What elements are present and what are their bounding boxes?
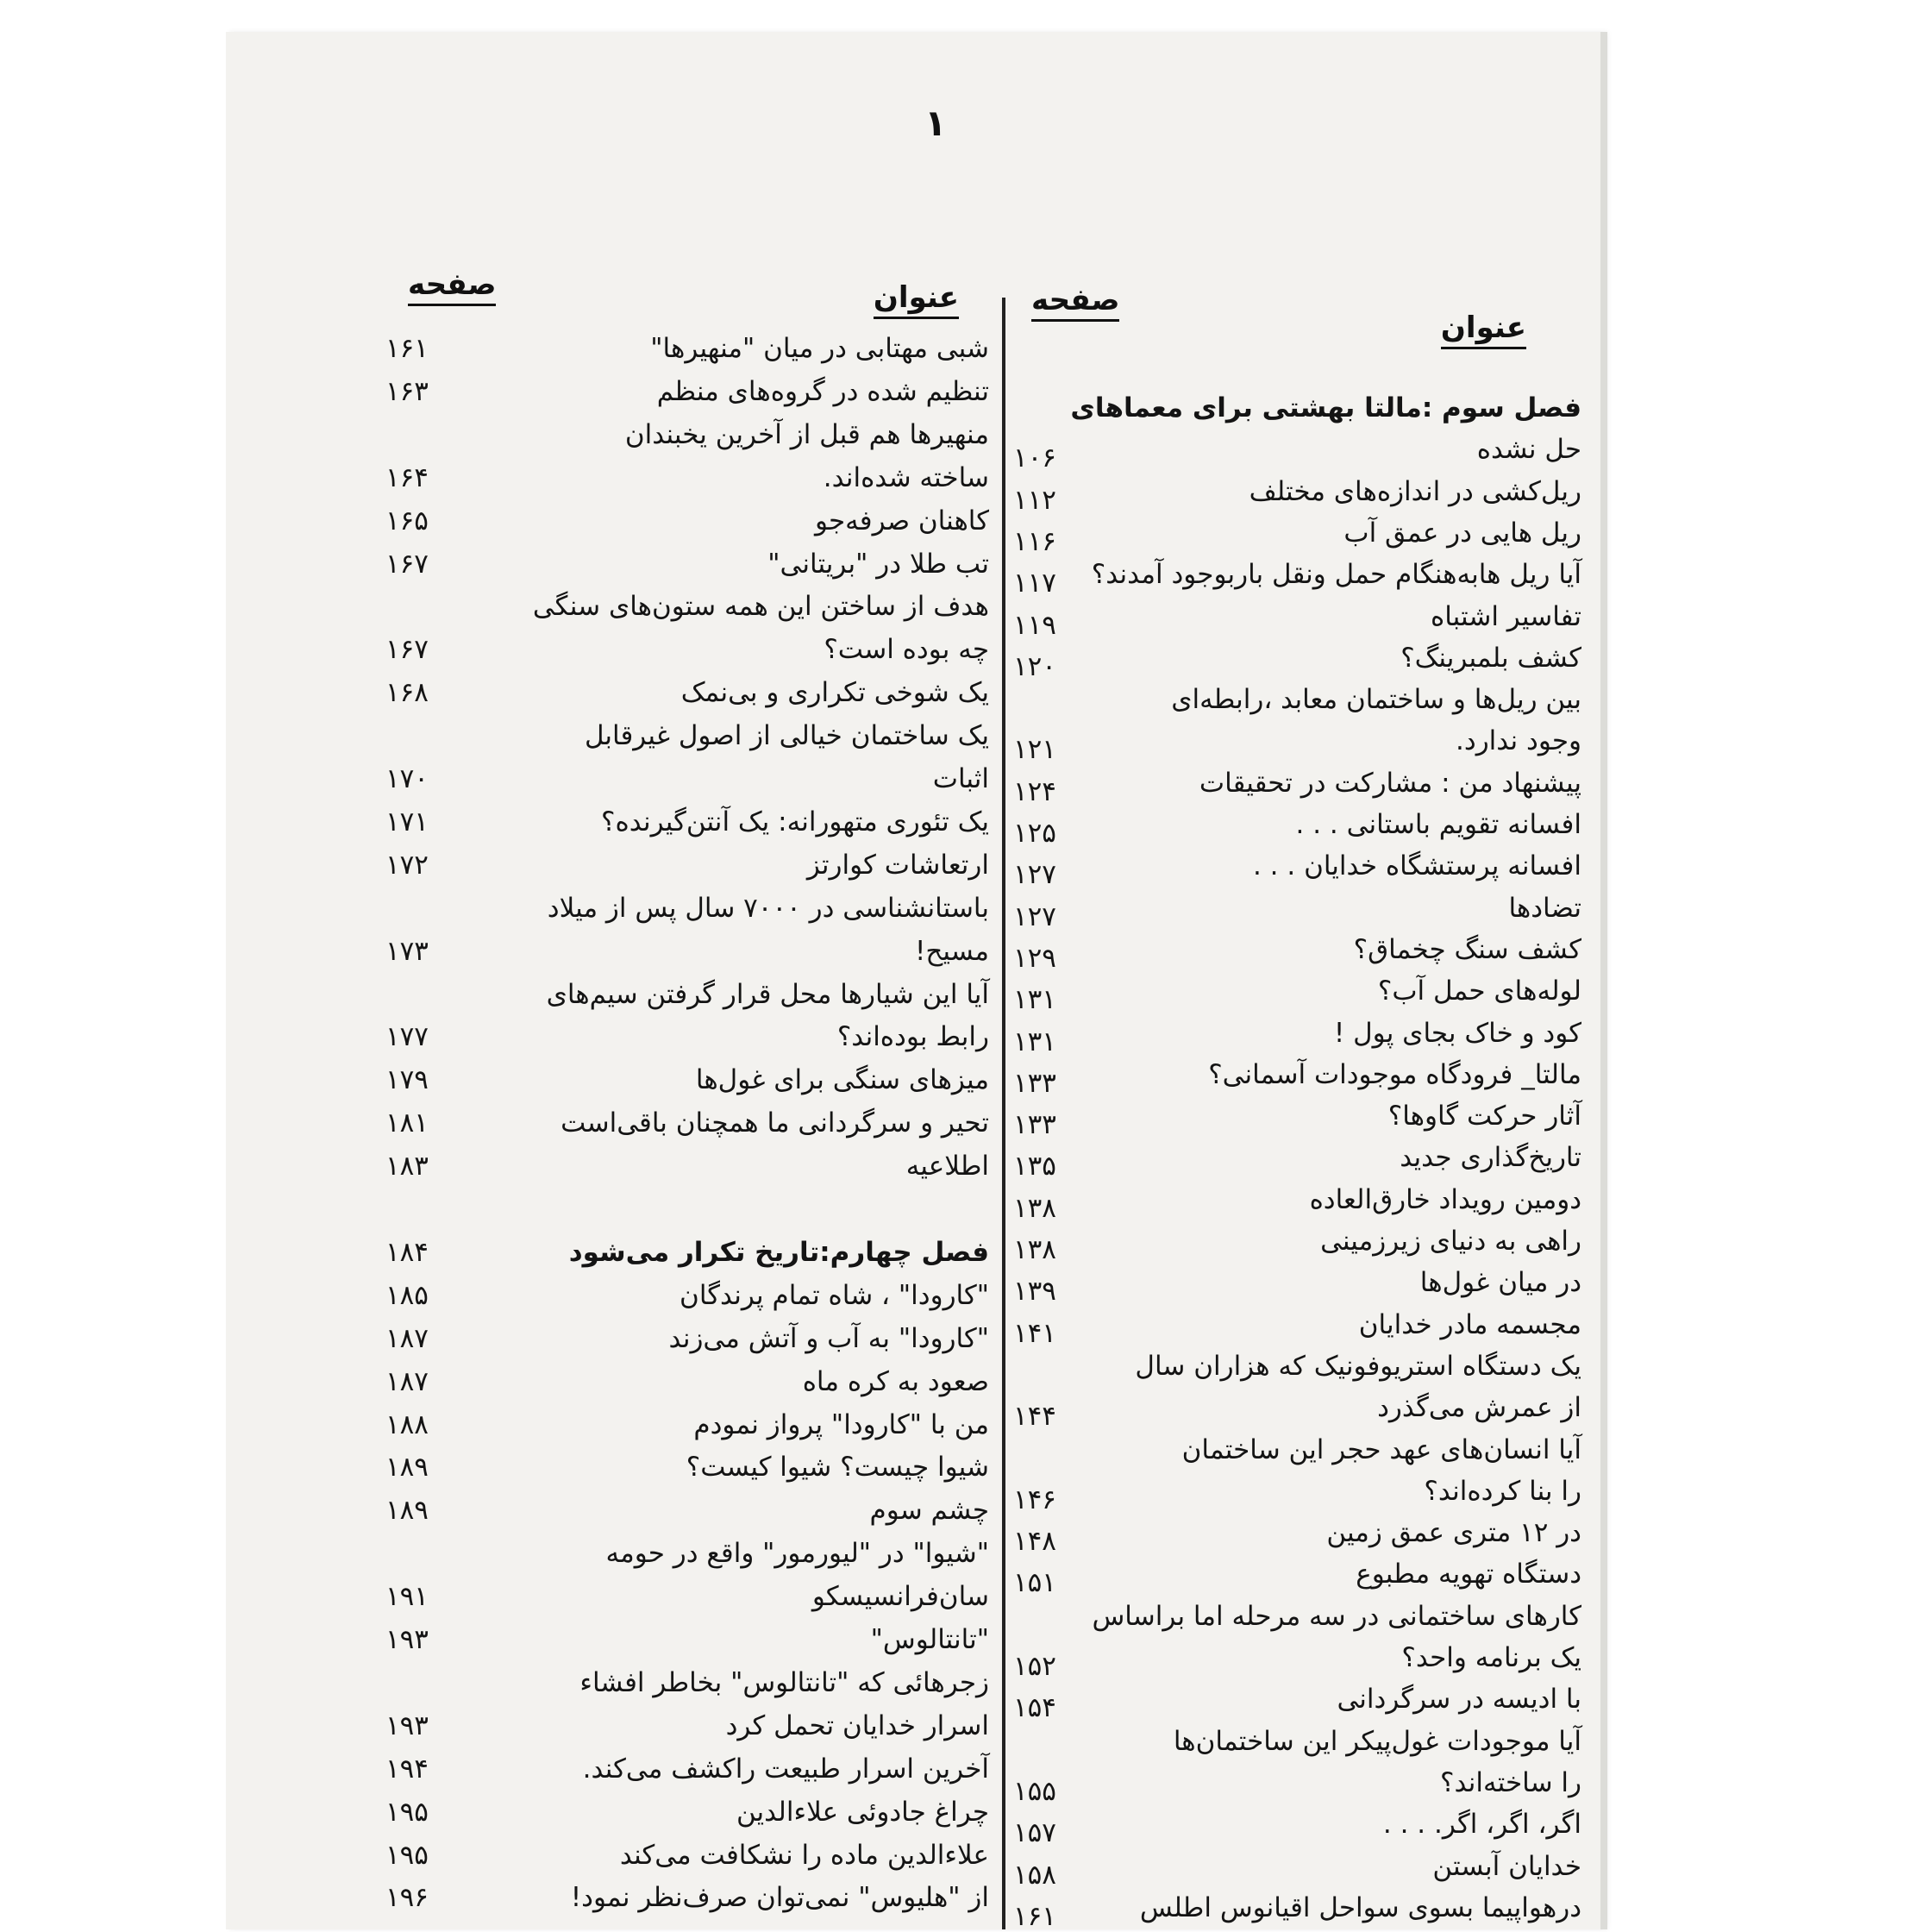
toc-entry-title: ساخته شده‌اند. [823, 461, 989, 493]
toc-entry-title: آیا این شیارها محل قرار گرفتن سیم‌های [546, 978, 989, 1010]
page-number: ۱ [924, 102, 947, 144]
toc-entry-title: پیشنهاد من : مشارکت در تحقیقات [1199, 767, 1581, 799]
toc-entry-title: را ساخته‌اند؟ [1440, 1766, 1581, 1798]
toc-entry-page: ۱۴۱ [1013, 1317, 1056, 1349]
toc-entry-title: یک شوخی تکراری و بی‌نمک [680, 677, 989, 709]
chapter-heading: فصل چهارم:تاریخ تکرار می‌شود [568, 1236, 989, 1268]
toc-entry-title: راهی به دنیای زیرزمینی [1320, 1226, 1581, 1257]
toc-entry-title: تحیر و سرگردانی ما همچنان باقی‌است [561, 1107, 989, 1139]
left-title-header: عنوان [874, 280, 959, 319]
toc-entry-title: "کارودا" ، شاه تمام پرندگان [680, 1279, 989, 1311]
toc-entry-title: آیا انسان‌های عهد حجر این ساختمان [1181, 1433, 1581, 1465]
toc-entry-page: ۱۲۵ [1013, 818, 1056, 849]
toc-entry-title: یک تئوری متهورانه: یک آنتن‌گیرنده؟ [601, 806, 989, 837]
toc-entry-page: ۱۶۸ [385, 677, 429, 709]
toc-entry-page: ۱۸۸ [385, 1408, 429, 1440]
toc-entry-page: ۱۴۸ [1013, 1526, 1056, 1558]
toc-entry-page: ۱۲۴ [1013, 775, 1056, 807]
toc-entry-title: مجسمه مادر خدایان [1358, 1308, 1581, 1340]
toc-entry-page: ۱۵۱ [1013, 1567, 1056, 1599]
toc-entry-title: تنظیم شده در گروه‌های منظم [656, 375, 989, 407]
toc-entry-title: حل نشده [1476, 434, 1581, 466]
toc-entry-title: آیا ریل هابه‌هنگام حمل ونقل باربوجود آمدند؟ [1091, 559, 1581, 591]
toc-entry-page: ۱۸۱ [385, 1107, 429, 1139]
toc-entry-title: منهیرها هم قبل از آخرین یخبندان [624, 418, 989, 450]
toc-entry-title: علاءالدین ماده را نشکافت می‌کند [619, 1839, 989, 1871]
toc-entry-page: ۱۲۷ [1013, 859, 1056, 891]
toc-entry-title: "کارودا" به آب و آتش می‌زند [668, 1322, 989, 1354]
toc-entry-page: ۱۹۳ [385, 1624, 429, 1655]
toc-entry-title: شیوا چیست؟ شیوا کیست؟ [686, 1452, 989, 1484]
toc-entry-title: تب طلا در "بریتانی" [767, 548, 989, 580]
toc-entry-title: ریل هایی در عمق آب [1343, 517, 1581, 549]
right-title-header: عنوان [1441, 310, 1526, 349]
toc-entry-page: ۱۶۴ [385, 461, 429, 493]
toc-entry-title: یک دستگاه استریوفونیک که هزاران سال [1135, 1350, 1581, 1382]
toc-entry-page: ۱۲۷ [1013, 900, 1056, 932]
toc-entry-title: خدایان آبستن [1432, 1850, 1581, 1882]
toc-entry-title: از "هلیوس" نمی‌توان صرف‌نظر نمود! [570, 1882, 989, 1914]
toc-entry-page: ۱۸۷ [385, 1365, 429, 1397]
toc-entry-title: میزهای سنگی برای غول‌ها [695, 1064, 989, 1096]
toc-entry-page: ۱۵۲ [1013, 1651, 1056, 1682]
toc-entry-title: تضادها [1508, 892, 1581, 924]
toc-entry-page: ۱۷۳ [385, 935, 429, 967]
toc-entry-title: چه بوده است؟ [824, 634, 989, 666]
toc-entry-page: ۱۳۳ [1013, 1067, 1056, 1099]
toc-entry-page: ۱۱۶ [1013, 525, 1056, 557]
toc-entry-page: ۱۶۷ [385, 634, 429, 666]
toc-entry-title: کود و خاک بجای پول ! [1333, 1017, 1581, 1049]
toc-entry-page: ۱۸۴ [385, 1236, 429, 1268]
toc-entry-title: چشم سوم [869, 1495, 989, 1527]
toc-entry-page: ۱۶۱ [1013, 1900, 1056, 1932]
toc-entry-title: در ۱۲ متری عمق زمین [1326, 1517, 1581, 1549]
toc-entry-title: ریل‌کشی در اندازه‌های مختلف [1249, 475, 1581, 507]
column-divider [1002, 298, 1005, 1929]
toc-entry-page: ۱۳۳ [1013, 1109, 1056, 1141]
toc-entry-page: ۱۸۵ [385, 1279, 429, 1311]
toc-entry-page: ۱۱۷ [1013, 568, 1056, 599]
toc-entry-page: ۱۰۶ [1013, 442, 1056, 474]
toc-entry-title: صعود به کره ماه [802, 1365, 989, 1397]
toc-entry-title: هدف از ساختن این همه ستون‌های سنگی [532, 591, 989, 623]
toc-entry-title: آثار حرکت گاوها؟ [1387, 1101, 1581, 1132]
toc-entry-page: ۱۸۷ [385, 1322, 429, 1354]
toc-entry-title: اثبات [932, 763, 989, 794]
toc-entry-title: کشف سنگ چخماق؟ [1353, 933, 1581, 965]
toc-entry-title: اسرار خدایان تحمل کرد [725, 1709, 989, 1741]
toc-entry-page: ۱۹۳ [385, 1709, 429, 1741]
toc-entry-page: ۱۸۹ [385, 1495, 429, 1527]
toc-entry-page: ۱۷۷ [385, 1021, 429, 1053]
toc-entry-page: ۱۲۰ [1013, 650, 1056, 682]
toc-entry-page: ۱۸۹ [385, 1452, 429, 1484]
toc-entry-title: آیا موجودات غول‌پیکر این ساختمان‌ها [1173, 1725, 1581, 1757]
toc-entry-title: را بنا کرده‌اند؟ [1424, 1475, 1581, 1507]
toc-entry-page: ۱۳۱ [1013, 1026, 1056, 1057]
toc-entry-page: ۱۳۵ [1013, 1151, 1056, 1182]
toc-entry-title: از عمرش می‌گذرد [1377, 1392, 1581, 1424]
toc-entry-title: مالتا_ فرودگاه موجودات آسمانی؟ [1208, 1058, 1581, 1090]
toc-entry-page: ۱۹۱ [385, 1581, 429, 1613]
toc-entry-title: با ادیسه در سرگردانی [1337, 1684, 1581, 1716]
toc-entry-title: یک برنامه واحد؟ [1401, 1642, 1581, 1673]
toc-entry-page: ۱۲۹ [1013, 942, 1056, 974]
toc-entry-page: ۱۵۷ [1013, 1817, 1056, 1849]
toc-entry-title: مسیح! [914, 935, 989, 967]
toc-entry-page: ۱۶۱ [385, 333, 429, 364]
toc-entry-page: ۱۱۹ [1013, 609, 1056, 641]
toc-entry-title: اگر، اگر، اگر. . . . [1382, 1809, 1581, 1841]
toc-entry-title: آخرین اسرار طبیعت راکشف می‌کند. [582, 1753, 989, 1785]
toc-entry-title: شبی مهتابی در میان "منهیرها" [650, 333, 989, 364]
toc-entry-title: درهواپیما بسوی سواحل اقیانوس اطلس [1139, 1891, 1581, 1923]
toc-entry-title: چراغ جادوئی علاءالدین [736, 1796, 989, 1828]
toc-entry-page: ۱۱۲ [1013, 484, 1056, 516]
toc-entry-page: ۱۷۰ [385, 763, 429, 794]
left-page-header: صفحه [408, 267, 496, 306]
toc-entry-page: ۱۷۱ [385, 806, 429, 837]
right-page-header: صفحه [1031, 283, 1119, 322]
toc-entry-title: "شیوا" در "لیورمور" واقع در حومه [605, 1538, 989, 1570]
toc-entry-page: ۱۶۷ [385, 548, 429, 580]
toc-entry-title: کاهنان صرفه‌جو [814, 505, 989, 536]
toc-entry-page: ۱۹۶ [385, 1882, 429, 1914]
toc-entry-page: ۱۹۵ [385, 1796, 429, 1828]
toc-entry-title: کشف بلمبرینگ؟ [1400, 642, 1581, 674]
toc-entry-title: افسانه تقویم باستانی . . . [1295, 809, 1581, 840]
toc-entry-title: رابط بوده‌اند؟ [836, 1021, 989, 1053]
toc-entry-page: ۱۲۱ [1013, 734, 1056, 766]
toc-entry-page: ۱۹۴ [385, 1753, 429, 1785]
toc-entry-page: ۱۳۸ [1013, 1234, 1056, 1265]
toc-entry-page: ۱۹۵ [385, 1839, 429, 1871]
toc-entry-title: یک ساختمان خیالی از اصول غیرقابل [584, 720, 989, 752]
toc-entry-page: ۱۷۹ [385, 1064, 429, 1096]
toc-entry-title: تفاسیر اشتباه [1430, 600, 1581, 632]
toc-entry-title: بین ریل‌ها و ساختمان معابد ،رابطه‌ای [1171, 684, 1581, 716]
toc-entry-title: تاریخ‌گذاری جدید [1400, 1142, 1581, 1174]
toc-entry-page: ۱۴۶ [1013, 1484, 1056, 1515]
toc-entry-title: لوله‌های حمل آب؟ [1377, 975, 1581, 1007]
toc-entry-page: ۱۷۲ [385, 849, 429, 881]
chapter-heading: فصل سوم :مالتا بهشتی برای معماهای [1070, 392, 1581, 423]
toc-entry-page: ۱۳۸ [1013, 1192, 1056, 1224]
toc-entry-title: باستانشناسی در ۷۰۰۰ سال پس از میلاد [547, 892, 989, 924]
toc-entry-title: سان‌فرانسیسکو [811, 1581, 989, 1613]
toc-entry-title: دستگاه تهویه مطبوع [1356, 1559, 1581, 1590]
toc-entry-title: من با "کارودا" پرواز نمودم [693, 1408, 989, 1440]
page-edge [1600, 32, 1607, 1929]
toc-entry-title: کارهای ساختمانی در سه مرحله اما براساس [1092, 1600, 1581, 1632]
toc-entry-title: ارتعاشات کوارتز [806, 849, 989, 881]
toc-entry-page: ۱۳۱ [1013, 984, 1056, 1016]
toc-entry-title: زجرهائی که "تانتالوس" بخاطر افشاء [579, 1666, 989, 1698]
toc-entry-page: ۱۳۹ [1013, 1276, 1056, 1308]
toc-entry-title: در میان غول‌ها [1419, 1267, 1581, 1299]
toc-entry-page: ۱۶۳ [385, 375, 429, 407]
toc-entry-page: ۱۸۳ [385, 1151, 429, 1182]
toc-entry-page: ۱۵۵ [1013, 1775, 1056, 1807]
toc-entry-title: افسانه پرستشگاه خدایان . . . [1252, 850, 1581, 882]
toc-entry-page: ۱۵۸ [1013, 1859, 1056, 1891]
toc-entry-title: دومین رویداد خارق‌العاده [1309, 1183, 1581, 1215]
toc-entry-title: اطلاعیه [905, 1151, 989, 1182]
toc-entry-title: "تانتالوس" [870, 1624, 989, 1655]
toc-entry-page: ۱۵۴ [1013, 1692, 1056, 1724]
toc-entry-page: ۱۴۴ [1013, 1401, 1056, 1433]
toc-entry-title: وجود ندارد. [1456, 725, 1581, 757]
toc-entry-page: ۱۶۵ [385, 505, 429, 536]
